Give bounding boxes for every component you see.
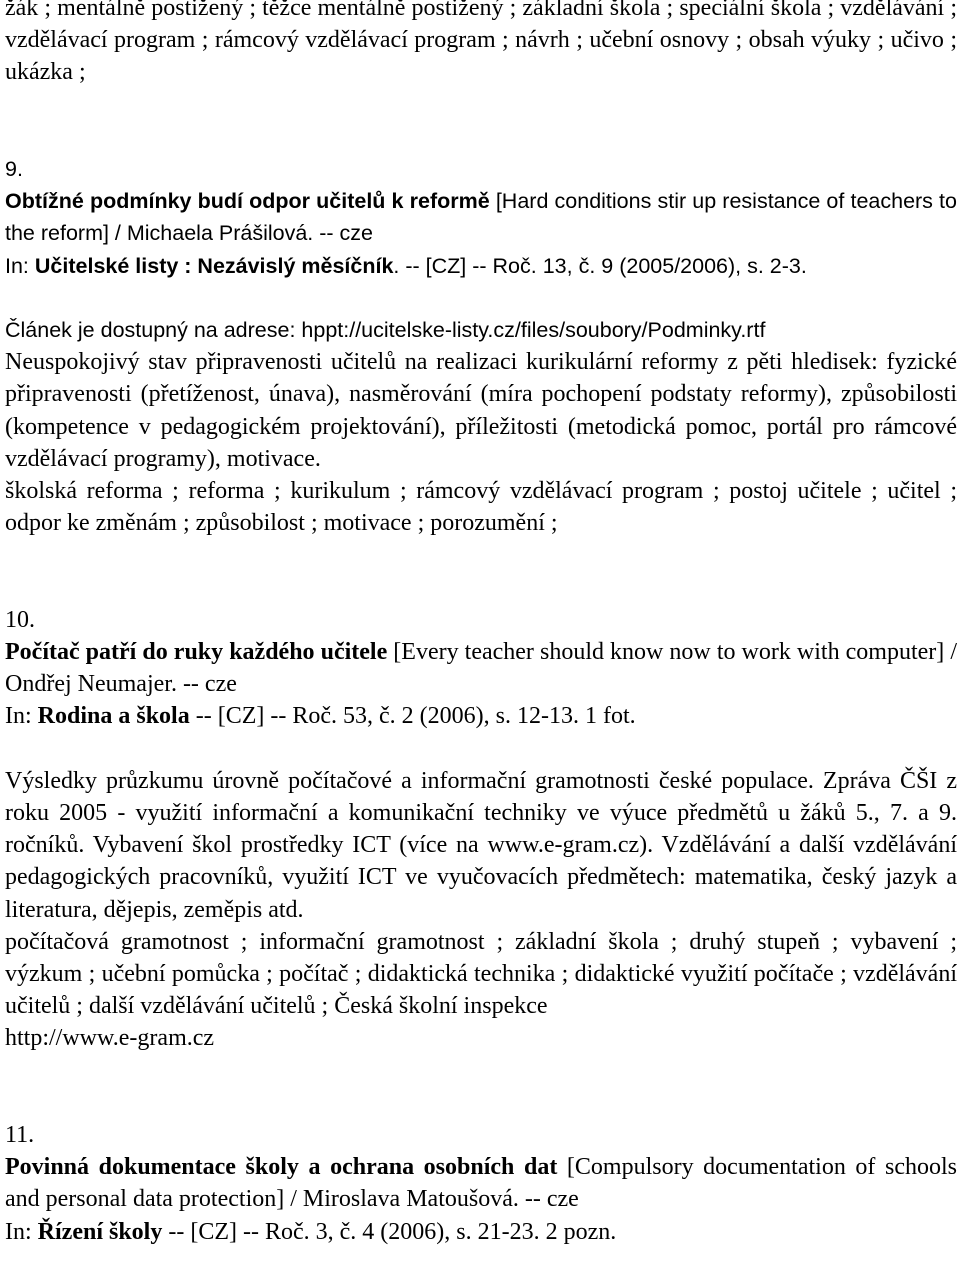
entry9-keywords: školská reforma ; reforma ; kurikulum ; rámcový vzdělávací program ; postoj učitele ; učitel ; odpor ke změnám ; způsobilost ; motivace ; porozumění ; (5, 478, 957, 537)
entry9-source: Učitelské listy : Nezávislý měsíčník (34, 253, 394, 278)
entry10-abstract: Výsledky průzkumu úrovně počítačové a informační gramotnosti české populace. Zpráva ČŠI z roku 2005 - využití informační a komunikační techniky ve výuce předmětů u žáků 5., 7. a 9. ročníků. Vybavení škol prostředky ICT (více na www.e-gram.cz). Vzdělávání a další vzdělávání pedagogických pracovníků, využití ICT ve vyučovacích předmětech: matematika, český jazyk a literatura, dějepis, zeměpis atd. (5, 767, 957, 923)
entry11-citation-rest: [Compulsory documentation of schools and personal data protection] / Miroslava Matoušová. -- cze (5, 1154, 957, 1213)
entry9-title: Obtížné podmínky budí odpor učitelů k reformě (5, 189, 490, 214)
entry9-citation-rest: [Hard conditions stir up resistance of teachers to the reform] / Michaela Prášilová. -- cze (5, 189, 957, 246)
entry10-title: Počítač patří do ruky každého učitele (5, 639, 388, 666)
entry10-source: Rodina a škola (37, 703, 190, 730)
entry10-in-prefix: In: (5, 703, 38, 730)
entry9-availability: Článek je dostupný na adrese: hppt://ucitelske-listy.cz/files/soubory/Podminky.rtf (5, 318, 766, 342)
entry8-keywords: žák ; mentálně postižený ; těžce mentálně postižený ; základní škola ; speciální škola ; vzdělávání ; vzdělávací program ; rámcový vzdělávací program ; návrh ; učební osnovy ; obsah výuky ; učivo ; ukázka ; (5, 0, 957, 86)
entry11-citation (5, 1151, 957, 1215)
entry10-number: 10. (5, 606, 35, 633)
entry10-citation (5, 636, 957, 700)
entry9-source-line (5, 250, 957, 282)
entry11-title: Povinná dokumentace školy a ochrana osobních dat (5, 1154, 558, 1181)
entry9-number: 9. (5, 157, 23, 181)
entry10-source-line (5, 700, 957, 732)
entry10-keywords: počítačová gramotnost ; informační gramotnost ; základní škola ; druhý stupeň ; vybavení ; výzkum ; učební pomůcka ; počítač ; didaktická technika ; didaktické využití počítače ; vzdělávání učitelů ; další vzdělávání učitelů ; Česká školní inspekce (5, 928, 957, 1020)
entry11-in-prefix: In: (5, 1218, 38, 1245)
entry9-citation (5, 185, 957, 249)
entry11-source: Řízení školy (37, 1218, 163, 1245)
document-page (5, 0, 957, 1248)
entry9-in-prefix: In: (5, 253, 35, 278)
entry10-citation-rest: [Every teacher should know now to work with computer] / Ondřej Neumajer. -- cze (5, 639, 957, 698)
entry11-source-rest: -- [CZ] -- Roč. 3, č. 4 (2006), s. 21-23. 2 pozn. (162, 1218, 617, 1245)
entry9-source-rest: . -- [CZ] -- Roč. 13, č. 9 (2005/2006), s. 2-3. (393, 253, 807, 278)
entry11-source-line (5, 1216, 957, 1248)
entry11-number: 11. (5, 1122, 35, 1149)
entry9-abstract: Neuspokojivý stav připravenosti učitelů na realizaci kurikulární reformy z pěti hledisek: fyzické připravenosti (přetíženost, únava), nasměrování (míra pochopení podstaty reformy), způsobilosti (kompetence v pedagogickém projektování), příležitosti (metodická pomoc, portál pro rámcové vzdělávací programy), motivace. (5, 349, 957, 472)
entry10-url: http://www.e-gram.cz (5, 1025, 215, 1052)
entry10-source-rest: -- [CZ] -- Roč. 53, č. 2 (2006), s. 12-13. 1 fot. (189, 703, 636, 730)
